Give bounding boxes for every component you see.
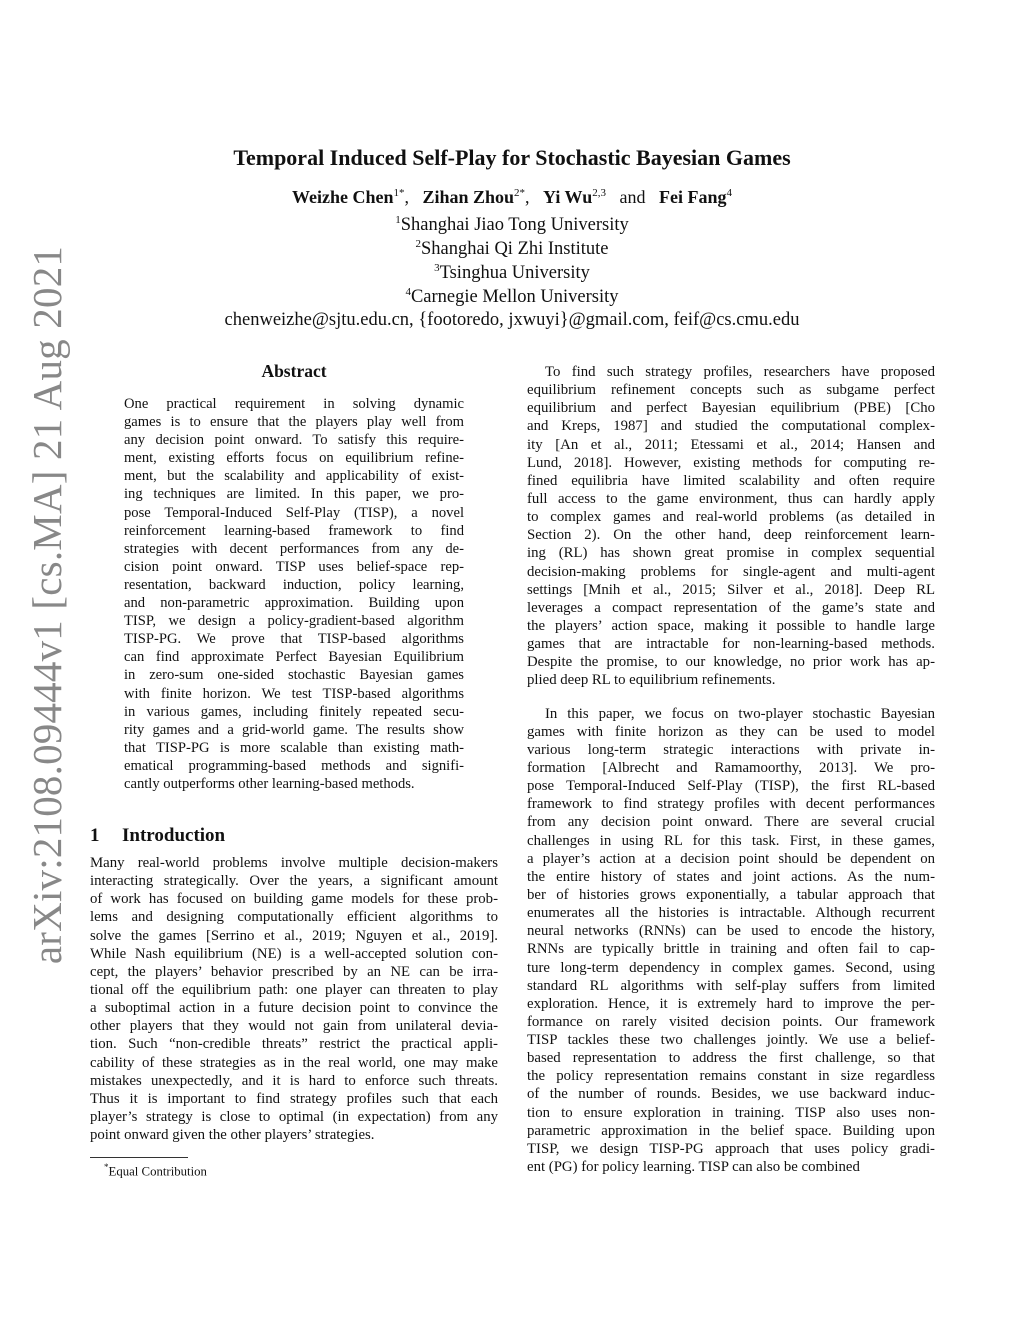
- footnote-rule: [90, 1157, 188, 1158]
- text-line: point onward given the other players’ strategies.: [90, 1127, 375, 1144]
- text-line: ematical programming-based methods and signifi-: [124, 757, 464, 774]
- text-line: the entire history of states and joint actions. As the num-: [527, 868, 935, 885]
- text-line: full access to the game environment, thus can hardly apply: [527, 490, 935, 507]
- text-line: solve the games [Serrino et al., 2019; Nguyen et al., 2019].: [90, 927, 498, 944]
- text-line: neural networks (RNNs) can be used to encode the history,: [527, 923, 935, 940]
- text-line: based representation to address the first challenge, so that: [527, 1050, 935, 1067]
- text-line: cision point onward. TISP uses belief-space rep-: [124, 558, 464, 575]
- text-line: ing techniques are limited. In this paper, we pro-: [124, 486, 464, 503]
- section-heading-introduction: [90, 825, 225, 847]
- text-line: standard RL algorithms with self-play suffers from limited: [527, 977, 935, 994]
- affiliation: $^2$Shanghai Qi Zhi Institute: [415, 238, 609, 260]
- text-line: can find approximate Perfect Bayesian Equilibrium: [124, 649, 464, 666]
- text-line: of the number of rounds. Besides, we use backward induc-: [527, 1086, 935, 1103]
- paragraph-gap: [527, 690, 935, 705]
- arxiv-side-stamp: arXiv:2108.09444v1 [cs.MA] 21 Aug 2021: [24, 245, 70, 965]
- text-line: Despite the promise, to our knowledge, no prior work has ap-: [527, 654, 935, 671]
- text-line: fined equilibria have limited scalability and often require: [527, 472, 935, 489]
- text-line: Thus it is important to find strategy profiles such that each: [90, 1090, 498, 1107]
- paper-title: Temporal Induced Self-Play for Stochastic Bayesian Games: [233, 145, 791, 170]
- text-line: games is to ensure that the players play well from: [124, 414, 464, 431]
- text-line: pose Temporal-Induced Self-Play (TISP), a novel: [124, 504, 464, 521]
- text-line: pose Temporal-Induced Self-Play (TISP), the first RL-based: [527, 778, 935, 795]
- text-line: various long-term strategic interactions with private in-: [527, 741, 935, 758]
- text-line: exploration. Hence, it is extremely hard to improve the per-: [527, 995, 935, 1012]
- text-line: ber of histories grows exponentially, a tabular approach that: [527, 886, 935, 903]
- text-line: One practical requirement in solving dynamic: [124, 396, 464, 412]
- text-line: In this paper, we focus on two-player stochastic Bayesian: [545, 705, 935, 722]
- text-line: TISP, we design a policy-gradient-based algorithm: [124, 613, 464, 630]
- author-list: Weizhe Chen$^{1*}$, Zihan Zhou$^{2*}$, Yi Wu$^{2,3}$ and Fei Fang$^4$: [291, 187, 732, 207]
- text-line: ent (PG) for policy learning. TISP can also be combined: [527, 1159, 860, 1176]
- text-line: the players’ action space, making it possible to handle large: [527, 617, 935, 634]
- text-line: strategies with decent performances from any de-: [124, 540, 464, 557]
- footnote: *Equal Contribution: [104, 1162, 207, 1179]
- text-line: to complex games and real-world problems (as detailed in: [527, 509, 935, 526]
- text-line: tion. Such “non-credible threats” restrict the practical appli-: [90, 1036, 498, 1053]
- right-column-body: [527, 363, 935, 1176]
- introduction-body: [90, 854, 498, 1144]
- author-sup: 1*: [393, 187, 405, 199]
- affiliation: $^4$Carnegie Mellon University: [405, 286, 619, 308]
- author-sup: 2,3: [592, 187, 606, 199]
- text-line: formation [Albrecht and Ramamoorthy, 2013]. We pro-: [527, 759, 935, 776]
- text-line: formance on rarely visited decision points. Our framework: [527, 1013, 935, 1030]
- text-line: Lund, 2018]. However, existing methods for computing re-: [527, 454, 935, 471]
- text-line: cability of these strategies as in the real world, one may make: [90, 1054, 498, 1071]
- text-line: parametric approximation in the belief space. Building upon: [527, 1122, 935, 1139]
- text-line: enumerates all the histories is intractable. Although recurrent: [527, 905, 935, 922]
- text-line: of work has focused on building game models for these prob-: [90, 891, 498, 908]
- section-title: Introduction: [122, 825, 226, 846]
- text-line: equilibrium and perfect Bayesian equilibrium (PBE) [Cho: [527, 400, 935, 417]
- text-line: TISP tackles these two challenges jointly. We use a belief-: [527, 1032, 935, 1049]
- text-line: and non-parametric approximation. Building upon: [124, 595, 464, 612]
- text-line: a player’s action at a decision point should be dependent on: [527, 850, 935, 867]
- author-name: Weizhe Chen: [291, 187, 394, 207]
- text-line: tional off the equilibrium path: one player can threaten to play: [90, 981, 498, 998]
- text-line: framework to find strategy profiles with decent performances: [527, 796, 935, 813]
- text-line: lems and designing computationally efficient algorithms to: [90, 909, 498, 926]
- text-line: TISP-PG. We prove that TISP-based algorithms: [124, 631, 464, 648]
- text-line: and Kreps, 1987] and studied the computational complex-: [527, 418, 935, 435]
- text-line: equilibrium refinement concepts such as subgame perfect: [527, 382, 935, 399]
- text-line: rity games and a grid-world game. The results show: [124, 721, 464, 738]
- text-line: challenges in using RL for this task. First, in these games,: [527, 832, 935, 849]
- text-line: cept, the players’ behavior prescribed by an NE can be irra-: [90, 963, 498, 980]
- author-sup: 4: [726, 187, 732, 199]
- text-line: interacting strategically. Over the years, a significant amount: [90, 873, 498, 890]
- text-line: reinforcement learning-based framework to find: [124, 522, 464, 539]
- section-number: 1: [90, 825, 100, 846]
- text-line: RNNs are typically brittle in training and often fail to cap-: [527, 941, 935, 958]
- text-line: Many real-world problems involve multiple decision-makers: [90, 855, 498, 871]
- affiliation: $^1$Shanghai Jiao Tong University: [395, 214, 629, 236]
- abstract-heading: Abstract: [261, 361, 327, 381]
- author-name: Fei Fang: [659, 187, 727, 207]
- text-line: games with finite horizon as they can be used to model: [527, 723, 935, 740]
- text-line: with finite horizon. We test TISP-based algorithms: [124, 685, 464, 702]
- text-line: tion to ensure exploration in training. TISP also uses non-: [527, 1104, 935, 1121]
- text-line: a suboptimal action in a future decision point to convince the: [90, 1000, 498, 1017]
- author-and: and: [619, 187, 646, 207]
- text-line: other players that they would not gain from unilateral devia-: [90, 1018, 498, 1035]
- text-line: ing (RL) has shown great promise in complex sequential: [527, 545, 935, 562]
- text-line: any decision point onward. To satisfy this require-: [124, 432, 464, 449]
- abstract-body: [124, 395, 464, 793]
- text-line: from any decision point onward. There are several crucial: [527, 814, 935, 831]
- author-name: Yi Wu: [543, 187, 593, 207]
- text-line: resentation, backward induction, policy learning,: [124, 576, 464, 593]
- text-line: decision-making problems for single-agent and multi-agent: [527, 563, 935, 580]
- text-line: leverages a compact representation of the game’s state and: [527, 599, 935, 616]
- author-emails: chenweizhe@sjtu.edu.cn, {footoredo, jxwuyi}@gmail.com, feif@cs.cmu.edu: [224, 310, 800, 330]
- text-line: ment, but the scalability and applicability of exist-: [124, 468, 464, 485]
- text-line: plied deep RL to equilibrium refinements.: [527, 672, 776, 689]
- text-line: To find such strategy profiles, researchers have proposed: [545, 364, 935, 380]
- text-line: TISP, we design TISP-PG approach that uses policy gradi-: [527, 1140, 935, 1157]
- text-line: ture long-term dependency in complex games. Second, using: [527, 959, 935, 976]
- text-line: cantly outperforms other learning-based methods.: [124, 775, 415, 792]
- text-line: settings [Mnih et al., 2015; Silver et al., 2018]. Deep RL: [527, 581, 935, 598]
- text-line: player’s strategy is close to optimal (in expectation) from any: [90, 1108, 498, 1125]
- text-line: Section 2). On the other hand, deep reinforcement learn-: [527, 527, 935, 544]
- text-line: in zero-sum one-sided stochastic Bayesian games: [124, 667, 464, 684]
- text-line: ment, existing efforts focus on equilibrium refine-: [124, 450, 464, 467]
- affiliation: $^3$Tsinghua University: [434, 262, 590, 284]
- text-line: While Nash equilibrium (NE) is a well-accepted solution con-: [90, 945, 498, 962]
- text-line: ity [An et al., 2011; Etessami et al., 2014; Hansen and: [527, 436, 935, 453]
- text-line: mistakes unexpectedly, and it is hard to enforce such threats.: [90, 1072, 498, 1089]
- text-line: in various games, including finitely repeated secu-: [124, 703, 464, 720]
- text-line: the policy representation remains constant in size regardless: [527, 1068, 935, 1085]
- author-name: Zihan Zhou: [422, 187, 515, 207]
- author-sup: 2*: [514, 187, 526, 199]
- text-line: games that are intractable for non-learning-based methods.: [527, 636, 935, 653]
- text-line: that TISP-PG is more scalable than existing math-: [124, 739, 464, 756]
